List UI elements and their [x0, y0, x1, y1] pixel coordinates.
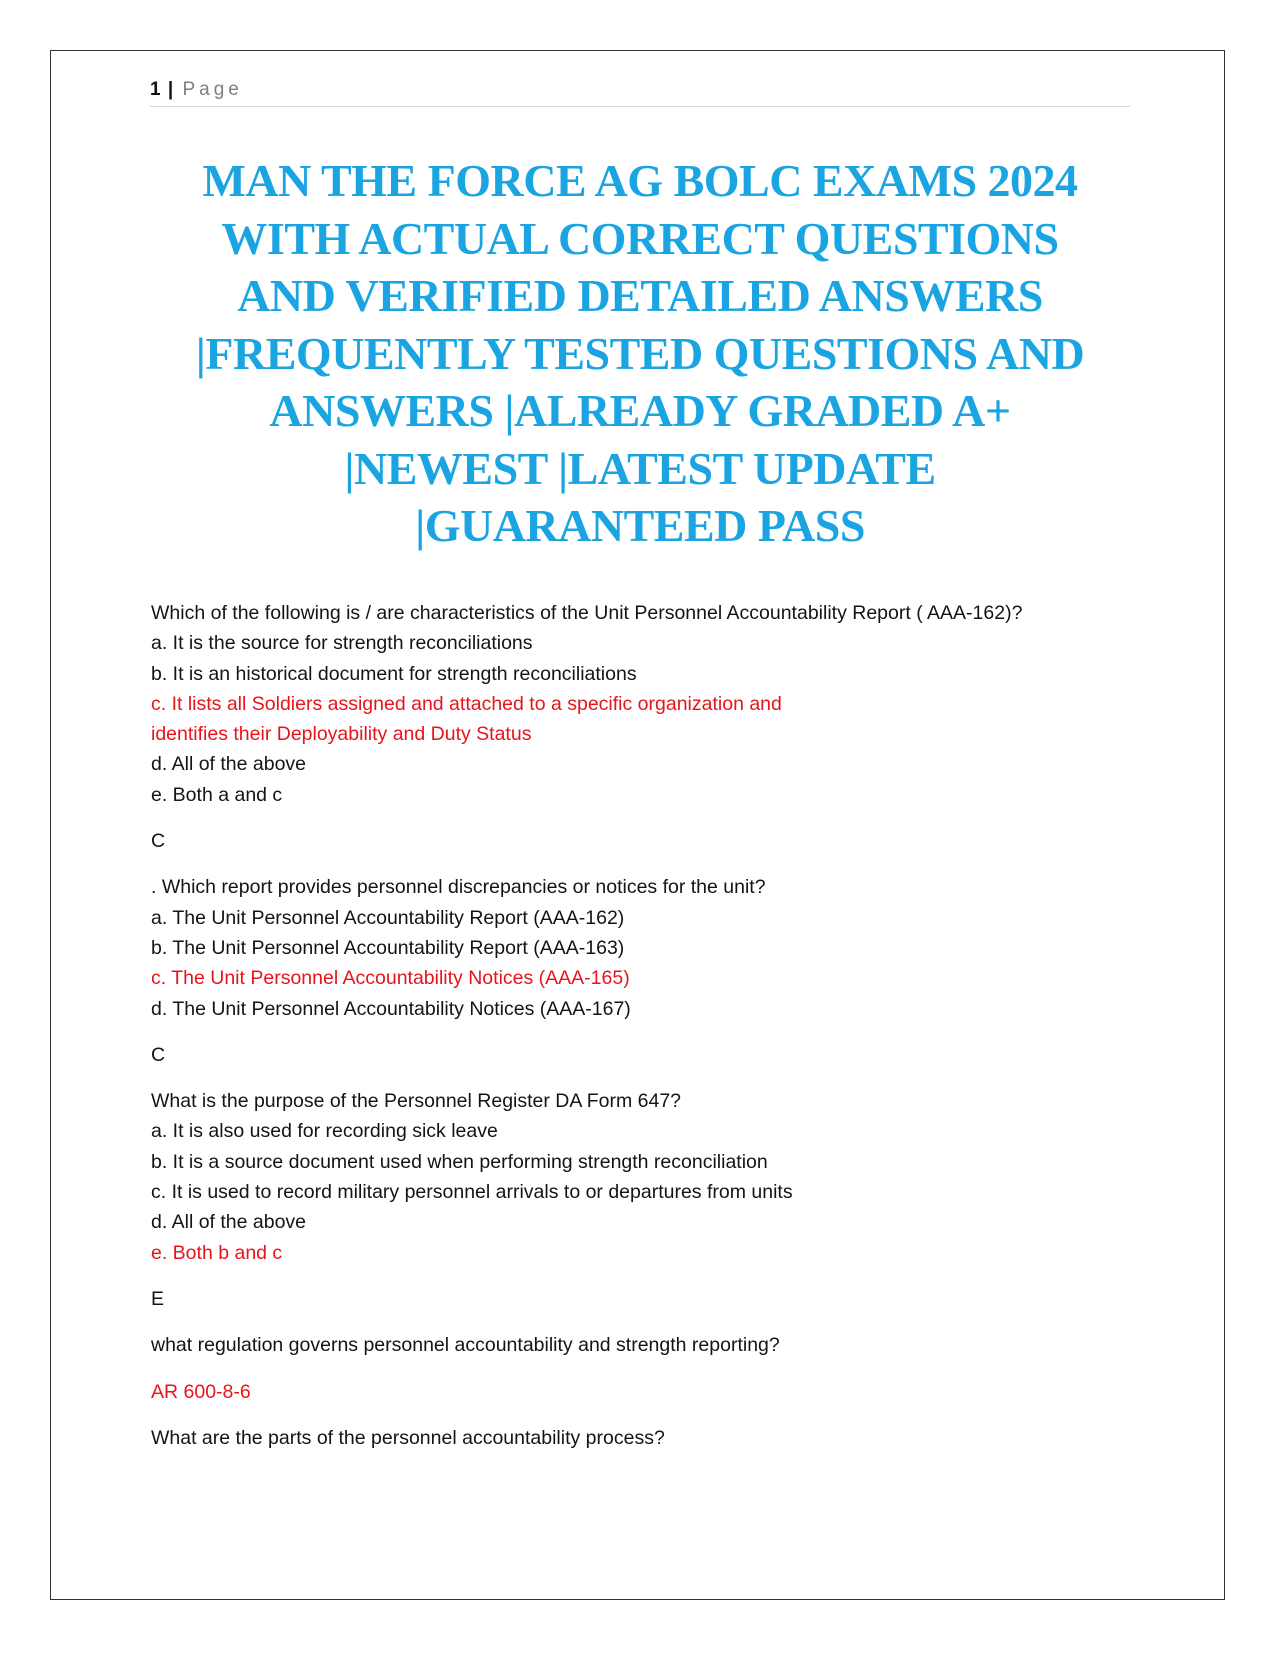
title-line: AND VERIFIED DETAILED ANSWERS [237, 270, 1043, 321]
question-block-4 [151, 1330, 1131, 1407]
option-a: a. It is the source for strength reconciliations [151, 632, 533, 655]
question-block-2 [151, 872, 1131, 1070]
option-e: e. Both a and c [151, 783, 283, 806]
document-body [151, 598, 1131, 1453]
option-c-correct: c. It lists all Soldiers assigned and attached to a specific organization and [151, 692, 782, 715]
page-header [150, 78, 1130, 107]
title-line: ANSWERS |ALREADY GRADED A+ [269, 385, 1011, 436]
option-c-correct-continued: identifies their Deployability and Duty Status [151, 723, 532, 746]
option-d: d. All of the above [151, 753, 307, 776]
title-line: |FREQUENTLY TESTED QUESTIONS AND [195, 327, 1085, 379]
option-a: a. The Unit Personnel Accountability Report (AAA-162) [151, 906, 625, 929]
question-block-1 [151, 598, 1131, 856]
title-line: |NEWEST |LATEST UPDATE [344, 442, 936, 494]
question-text: Which of the following is / are characteristics of the Unit Personnel Accountability Report ( AAA-162)? [151, 602, 1023, 624]
question-text: What is the purpose of the Personnel Register DA Form 647? [151, 1090, 682, 1113]
title-line: WITH ACTUAL CORRECT QUESTIONS [221, 212, 1059, 264]
question-text: . Which report provides personnel discrepancies or notices for the unit? [151, 876, 766, 899]
option-e-correct: e. Both b and c [151, 1241, 283, 1264]
answer-text-correct: AR 600-8-6 [151, 1380, 251, 1403]
question-text: what regulation governs personnel accountability and strength reporting? [151, 1334, 780, 1357]
option-b: b. The Unit Personnel Accountability Report (AAA-163) [151, 936, 625, 959]
question-text: What are the parts of the personnel accountability process? [151, 1426, 665, 1449]
question-block-5 [151, 1423, 1131, 1453]
title-line: |GUARANTEED PASS [415, 500, 865, 551]
answer-letter: C [151, 1043, 166, 1066]
document-title [150, 152, 1130, 555]
page-word: Page [182, 79, 243, 100]
title-line: MAN THE FORCE AG BOLC EXAMS 2024 [202, 155, 1078, 206]
option-a: a. It is also used for recording sick leave [151, 1120, 498, 1143]
answer-letter: E [151, 1287, 165, 1310]
option-d: d. All of the above [151, 1211, 307, 1234]
question-block-3 [151, 1086, 1131, 1314]
page-number: 1 [150, 79, 161, 100]
option-d: d. The Unit Personnel Accountability Notices (AAA-167) [151, 997, 631, 1020]
answer-letter: C [151, 830, 166, 853]
option-c-correct: c. The Unit Personnel Accountability Notices (AAA-165) [151, 967, 630, 990]
option-b: b. It is an historical document for strength reconciliations [151, 662, 637, 685]
option-b: b. It is a source document used when performing strength reconciliation [151, 1150, 768, 1173]
page-separator: | [167, 79, 174, 100]
option-c: c. It is used to record military personnel arrivals to or departures from units [151, 1181, 793, 1204]
